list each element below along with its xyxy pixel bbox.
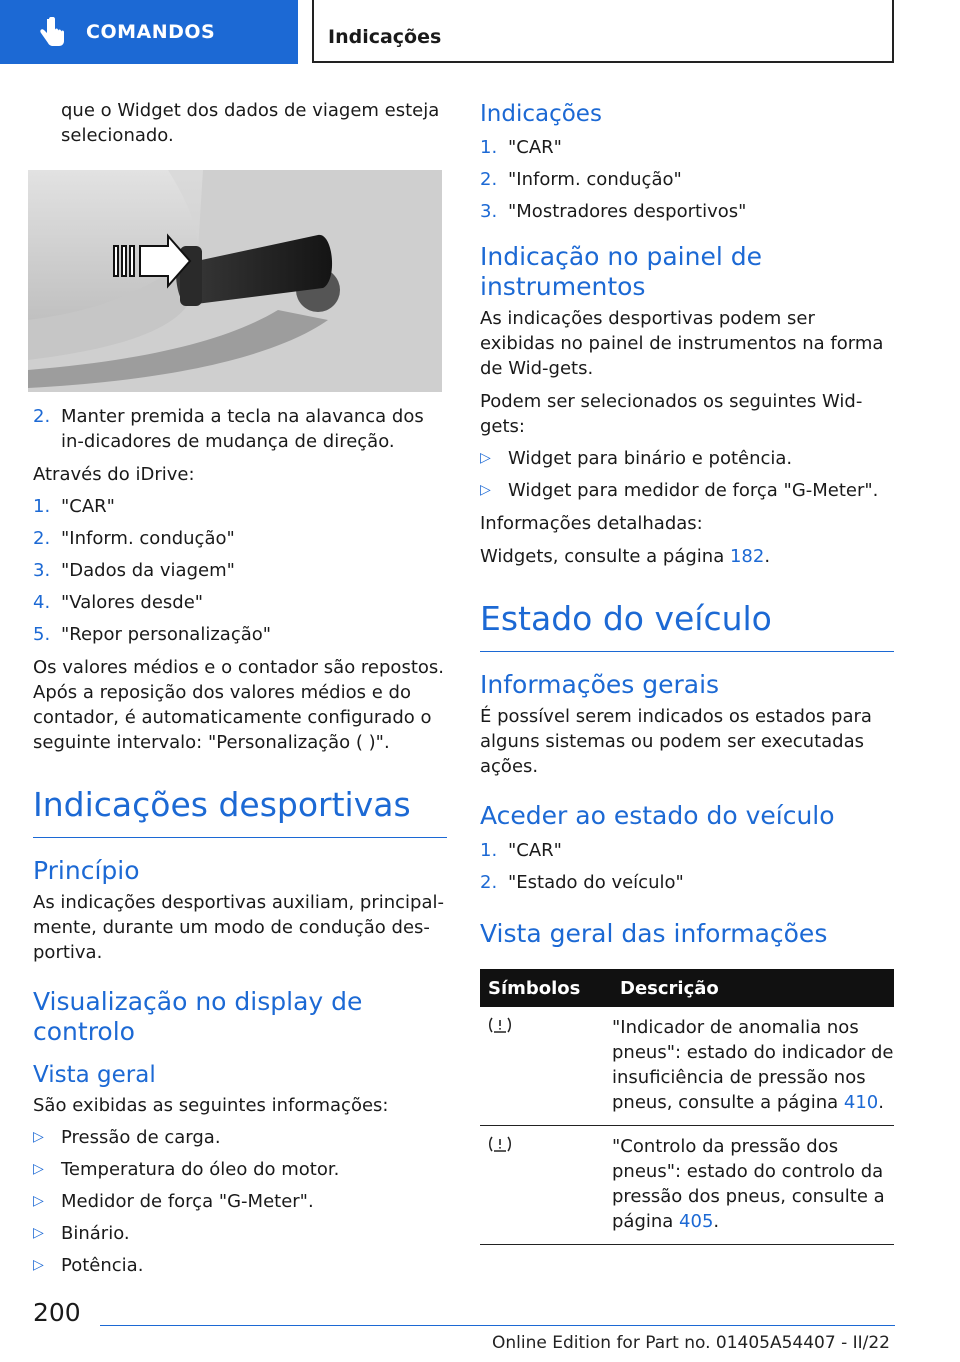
page-link[interactable]: 182 (729, 546, 765, 567)
step-list (33, 404, 447, 454)
table-header-row (480, 969, 894, 1007)
step-text: Manter premida a tecla na alavanca dos in-dicadores de mudança de direção. (61, 406, 424, 452)
section-tab (0, 0, 298, 64)
bullet-triangle-icon: ▷ (480, 482, 491, 498)
step-number: 1. (480, 137, 498, 158)
idrive-steps (33, 494, 447, 647)
list-item (480, 478, 894, 503)
list-item (33, 590, 447, 615)
list-item (480, 838, 894, 863)
table-row (480, 1007, 894, 1126)
heading-vehicle-status: Estado do veículo (480, 599, 894, 652)
heading-general-info: Informações gerais (480, 670, 720, 699)
list-item (33, 404, 447, 454)
step-text: "CAR" (508, 840, 562, 861)
page-link[interactable]: 410 (843, 1092, 879, 1113)
list-item (33, 1189, 447, 1214)
col-symbols: Símbolos (480, 969, 612, 1007)
left-column (33, 98, 447, 1278)
section-label: COMANDOS (86, 21, 216, 43)
list-item (480, 199, 894, 224)
list-item-text: Temperatura do óleo do motor. (61, 1159, 340, 1180)
step-number: 3. (480, 201, 498, 222)
description-suffix: . (878, 1092, 884, 1113)
list-item-text: Widget para medidor de força "G-Meter". (508, 480, 879, 501)
step-number: 1. (480, 840, 498, 861)
heading-control-display: Visualização no display de controlo (33, 987, 363, 1046)
step-number: 2. (33, 528, 51, 549)
bullet-triangle-icon: ▷ (480, 450, 491, 466)
idrive-label: Através do iDrive: (33, 464, 195, 485)
description-cell (612, 1126, 894, 1245)
overview-list (33, 1125, 447, 1278)
bullet-triangle-icon: ▷ (33, 1225, 44, 1241)
reset-text: Os valores médios e o contador são repostos. Após a reposição dos valores médios e do contador, é automaticamente configurado o seguinte intervalo: "Personalização ( )". (33, 657, 444, 753)
list-item (33, 1221, 447, 1246)
symbol-cell (480, 1126, 612, 1245)
heading-access-status: Aceder ao estado do veículo (480, 801, 835, 830)
list-item (33, 1157, 447, 1182)
step-number: 3. (33, 560, 51, 581)
description-text: "Controlo da pressão dos pneus": estado do controlo da pressão dos pneus, consulte a página (612, 1136, 885, 1232)
status-table (480, 969, 894, 1245)
list-item-text: Binário. (61, 1223, 130, 1244)
step-number: 2. (33, 406, 51, 427)
list-item (33, 558, 447, 583)
step-text: "Valores desde" (61, 592, 204, 613)
step-text: "CAR" (508, 137, 562, 158)
list-item (33, 1253, 447, 1278)
widget-list (480, 446, 894, 503)
list-item (480, 167, 894, 192)
col-description: Descrição (612, 969, 894, 1007)
right-column (480, 100, 894, 1245)
tire-pressure-warning-icon (488, 1019, 512, 1040)
turn-signal-lever-image (28, 170, 442, 392)
step-number: 2. (480, 872, 498, 893)
detail-label: Informações detalhadas: (480, 513, 703, 534)
topic-tab (312, 0, 894, 63)
symbol-cell (480, 1007, 612, 1126)
list-item-text: Widget para binário e potência. (508, 448, 793, 469)
step-text: "Inform. condução" (61, 528, 235, 549)
page-link[interactable]: 405 (679, 1211, 714, 1232)
bullet-triangle-icon: ▷ (33, 1129, 44, 1145)
list-item (33, 494, 447, 519)
intro-text: que o Widget dos dados de viagem esteja selecionado. (61, 100, 440, 146)
list-item (33, 526, 447, 551)
list-item (33, 1125, 447, 1150)
list-item (480, 135, 894, 160)
step-number: 1. (33, 496, 51, 517)
heading-principle: Princípio (33, 856, 140, 885)
step-text: "Inform. condução" (508, 169, 682, 190)
tire-pressure-monitor-icon (488, 1138, 512, 1159)
heading-instrument-panel: Indicação no painel de instrumentos (480, 242, 762, 301)
heading-overview: Vista geral (33, 1062, 156, 1088)
page-number: 200 (33, 1298, 81, 1327)
heading-info-overview: Vista geral das informações (480, 919, 828, 948)
overview-text: São exibidas as seguintes informações: (33, 1095, 389, 1116)
description-text: "Indicador de anomalia nos pneus": estado do indicador de insuficiência de pressão nos pneus, consulte a página (612, 1017, 894, 1113)
general-info-text: É possível serem indicados os estados para alguns sistemas ou podem ser executadas ações. (480, 706, 872, 777)
step-text: "Dados da viagem" (61, 560, 235, 581)
widgets-reference (480, 544, 894, 569)
bullet-triangle-icon: ▷ (33, 1193, 44, 1209)
list-item-text: Potência. (61, 1255, 144, 1276)
hand-pointer-icon (38, 17, 66, 47)
step-text: "Estado do veículo" (508, 872, 684, 893)
panel-text: As indicações desportivas podem ser exibidas no painel de instrumentos na forma de Wid-gets. (480, 308, 884, 379)
access-steps (480, 838, 894, 895)
list-item (480, 870, 894, 895)
bullet-triangle-icon: ▷ (33, 1161, 44, 1177)
list-item-text: Medidor de força "G-Meter". (61, 1191, 314, 1212)
list-item (480, 446, 894, 471)
footer-divider (100, 1325, 895, 1326)
ref-suffix: . (764, 546, 771, 567)
lever-illustration (28, 170, 442, 392)
heading-indications: Indicações (480, 101, 602, 127)
panel-text-2: Podem ser selecionados os seguintes Wid-gets: (480, 391, 863, 437)
step-text: "CAR" (61, 496, 115, 517)
step-text: "Repor personalização" (61, 624, 272, 645)
step-number: 2. (480, 169, 498, 190)
ref-text: Widgets, consulte a página (480, 546, 730, 567)
step-number: 4. (33, 592, 51, 613)
table-row (480, 1126, 894, 1245)
principle-text: As indicações desportivas auxiliam, principal-mente, durante um modo de condução des-portiva. (33, 892, 445, 963)
topic-label: Indicações (328, 26, 442, 48)
bullet-triangle-icon: ▷ (33, 1257, 44, 1273)
description-suffix: . (713, 1211, 720, 1232)
step-text: "Mostradores desportivos" (508, 201, 747, 222)
heading-sport-indications: Indicações desportivas (33, 785, 447, 838)
list-item (33, 622, 447, 647)
edition-text: Online Edition for Part no. 01405A54407 - II/22 (491, 1333, 890, 1353)
list-item-text: Pressão de carga. (61, 1127, 221, 1148)
description-cell (612, 1007, 894, 1126)
indication-steps (480, 135, 894, 224)
step-number: 5. (33, 624, 51, 645)
